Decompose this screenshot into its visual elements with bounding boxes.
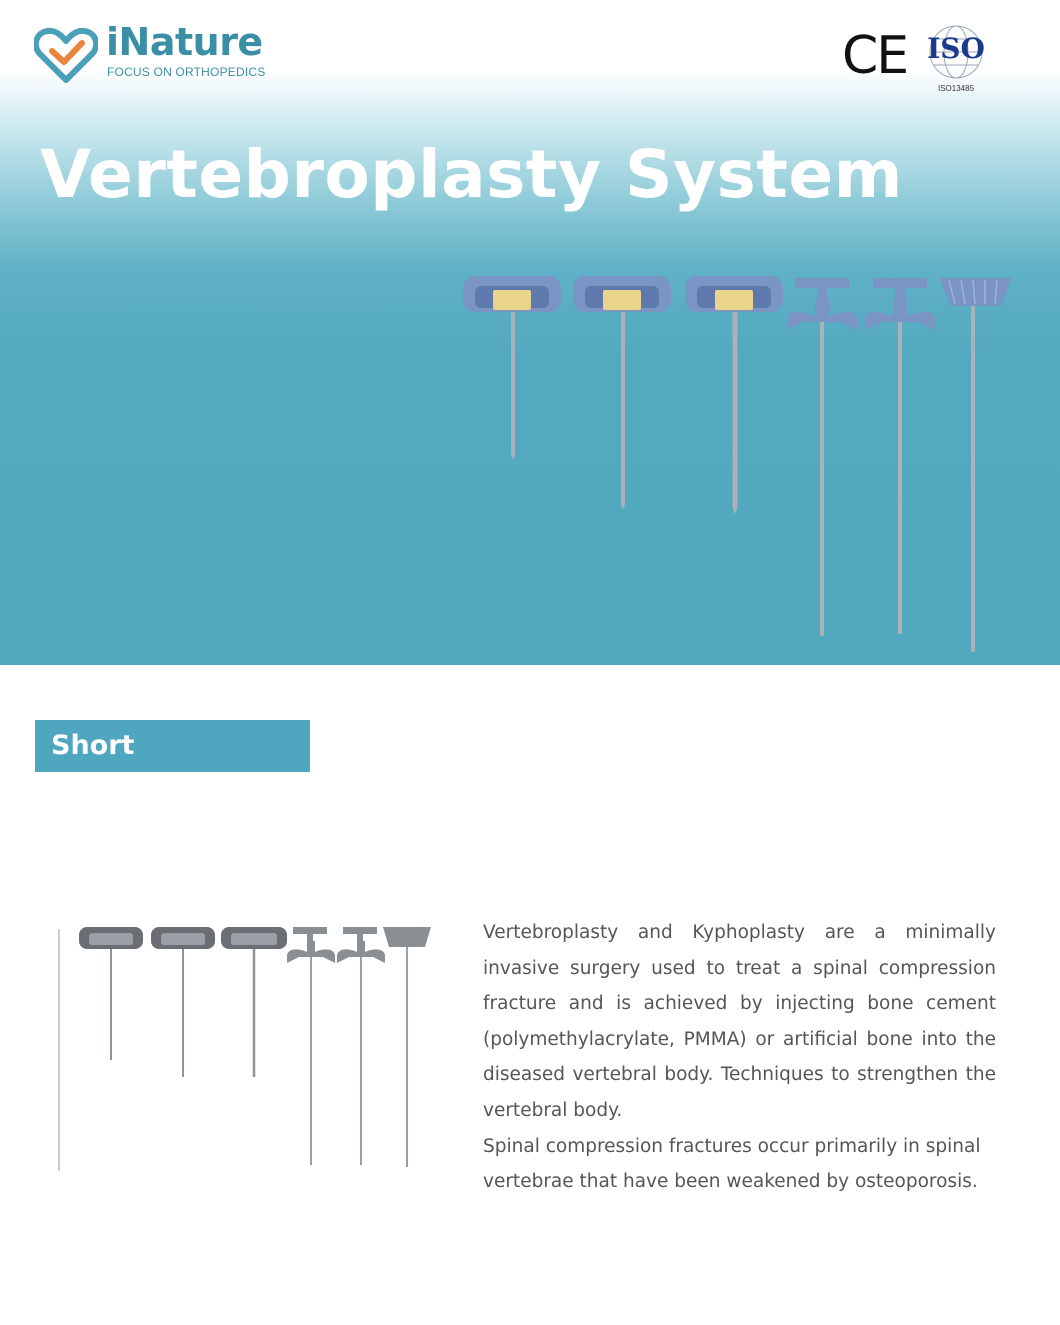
description-paragraph-1: Vertebroplasty and Kyphoplasty are a minimally invasive surgery used to treat a spinal compression fracture and is achieved by injecting bone cement (polymethylacrylate, PMMA) or artificial bone into the diseased vertebral body. Techniques to strengthen the vertebral body. (483, 922, 996, 1121)
trocar-needle-3 (685, 276, 783, 514)
product-photo (45, 915, 445, 1175)
trocar-needle-1 (463, 276, 561, 460)
brand-logo[interactable] (34, 20, 274, 84)
iso-text: ISO (927, 32, 985, 65)
iso-standard: ISO13485 (937, 84, 975, 93)
brand-tagline: FOCUS ON ORTHOPEDICS (107, 65, 266, 79)
page-title: Vertebroplasty System (40, 136, 903, 213)
t-handle-cannula-2 (865, 278, 935, 634)
photo-needle-1 (79, 927, 143, 1060)
photo-t-handle-1 (287, 927, 335, 1165)
ce-mark: CE (842, 26, 908, 86)
section-heading-badge (35, 720, 310, 813)
photo-drill (383, 927, 431, 1167)
heart-check-icon (34, 26, 98, 84)
trocar-needle-2 (573, 276, 671, 510)
description-text (483, 915, 996, 1200)
t-handle-cannula-1 (787, 278, 857, 636)
instrument-set-illustration (455, 268, 1025, 668)
photo-t-handle-2 (337, 927, 385, 1165)
iso-mark (924, 24, 988, 98)
description-paragraph-2: Spinal compression fractures occur primarily in spinal vertebrae that have been weakened by osteoporosis. (483, 1135, 981, 1193)
brand-name: iNature (106, 20, 263, 64)
section-heading: Short Description (51, 730, 226, 813)
certification-marks (842, 18, 1002, 98)
drill-handle (939, 278, 1011, 652)
photo-needle-3 (221, 927, 287, 1077)
photo-needle-2 (151, 927, 215, 1077)
